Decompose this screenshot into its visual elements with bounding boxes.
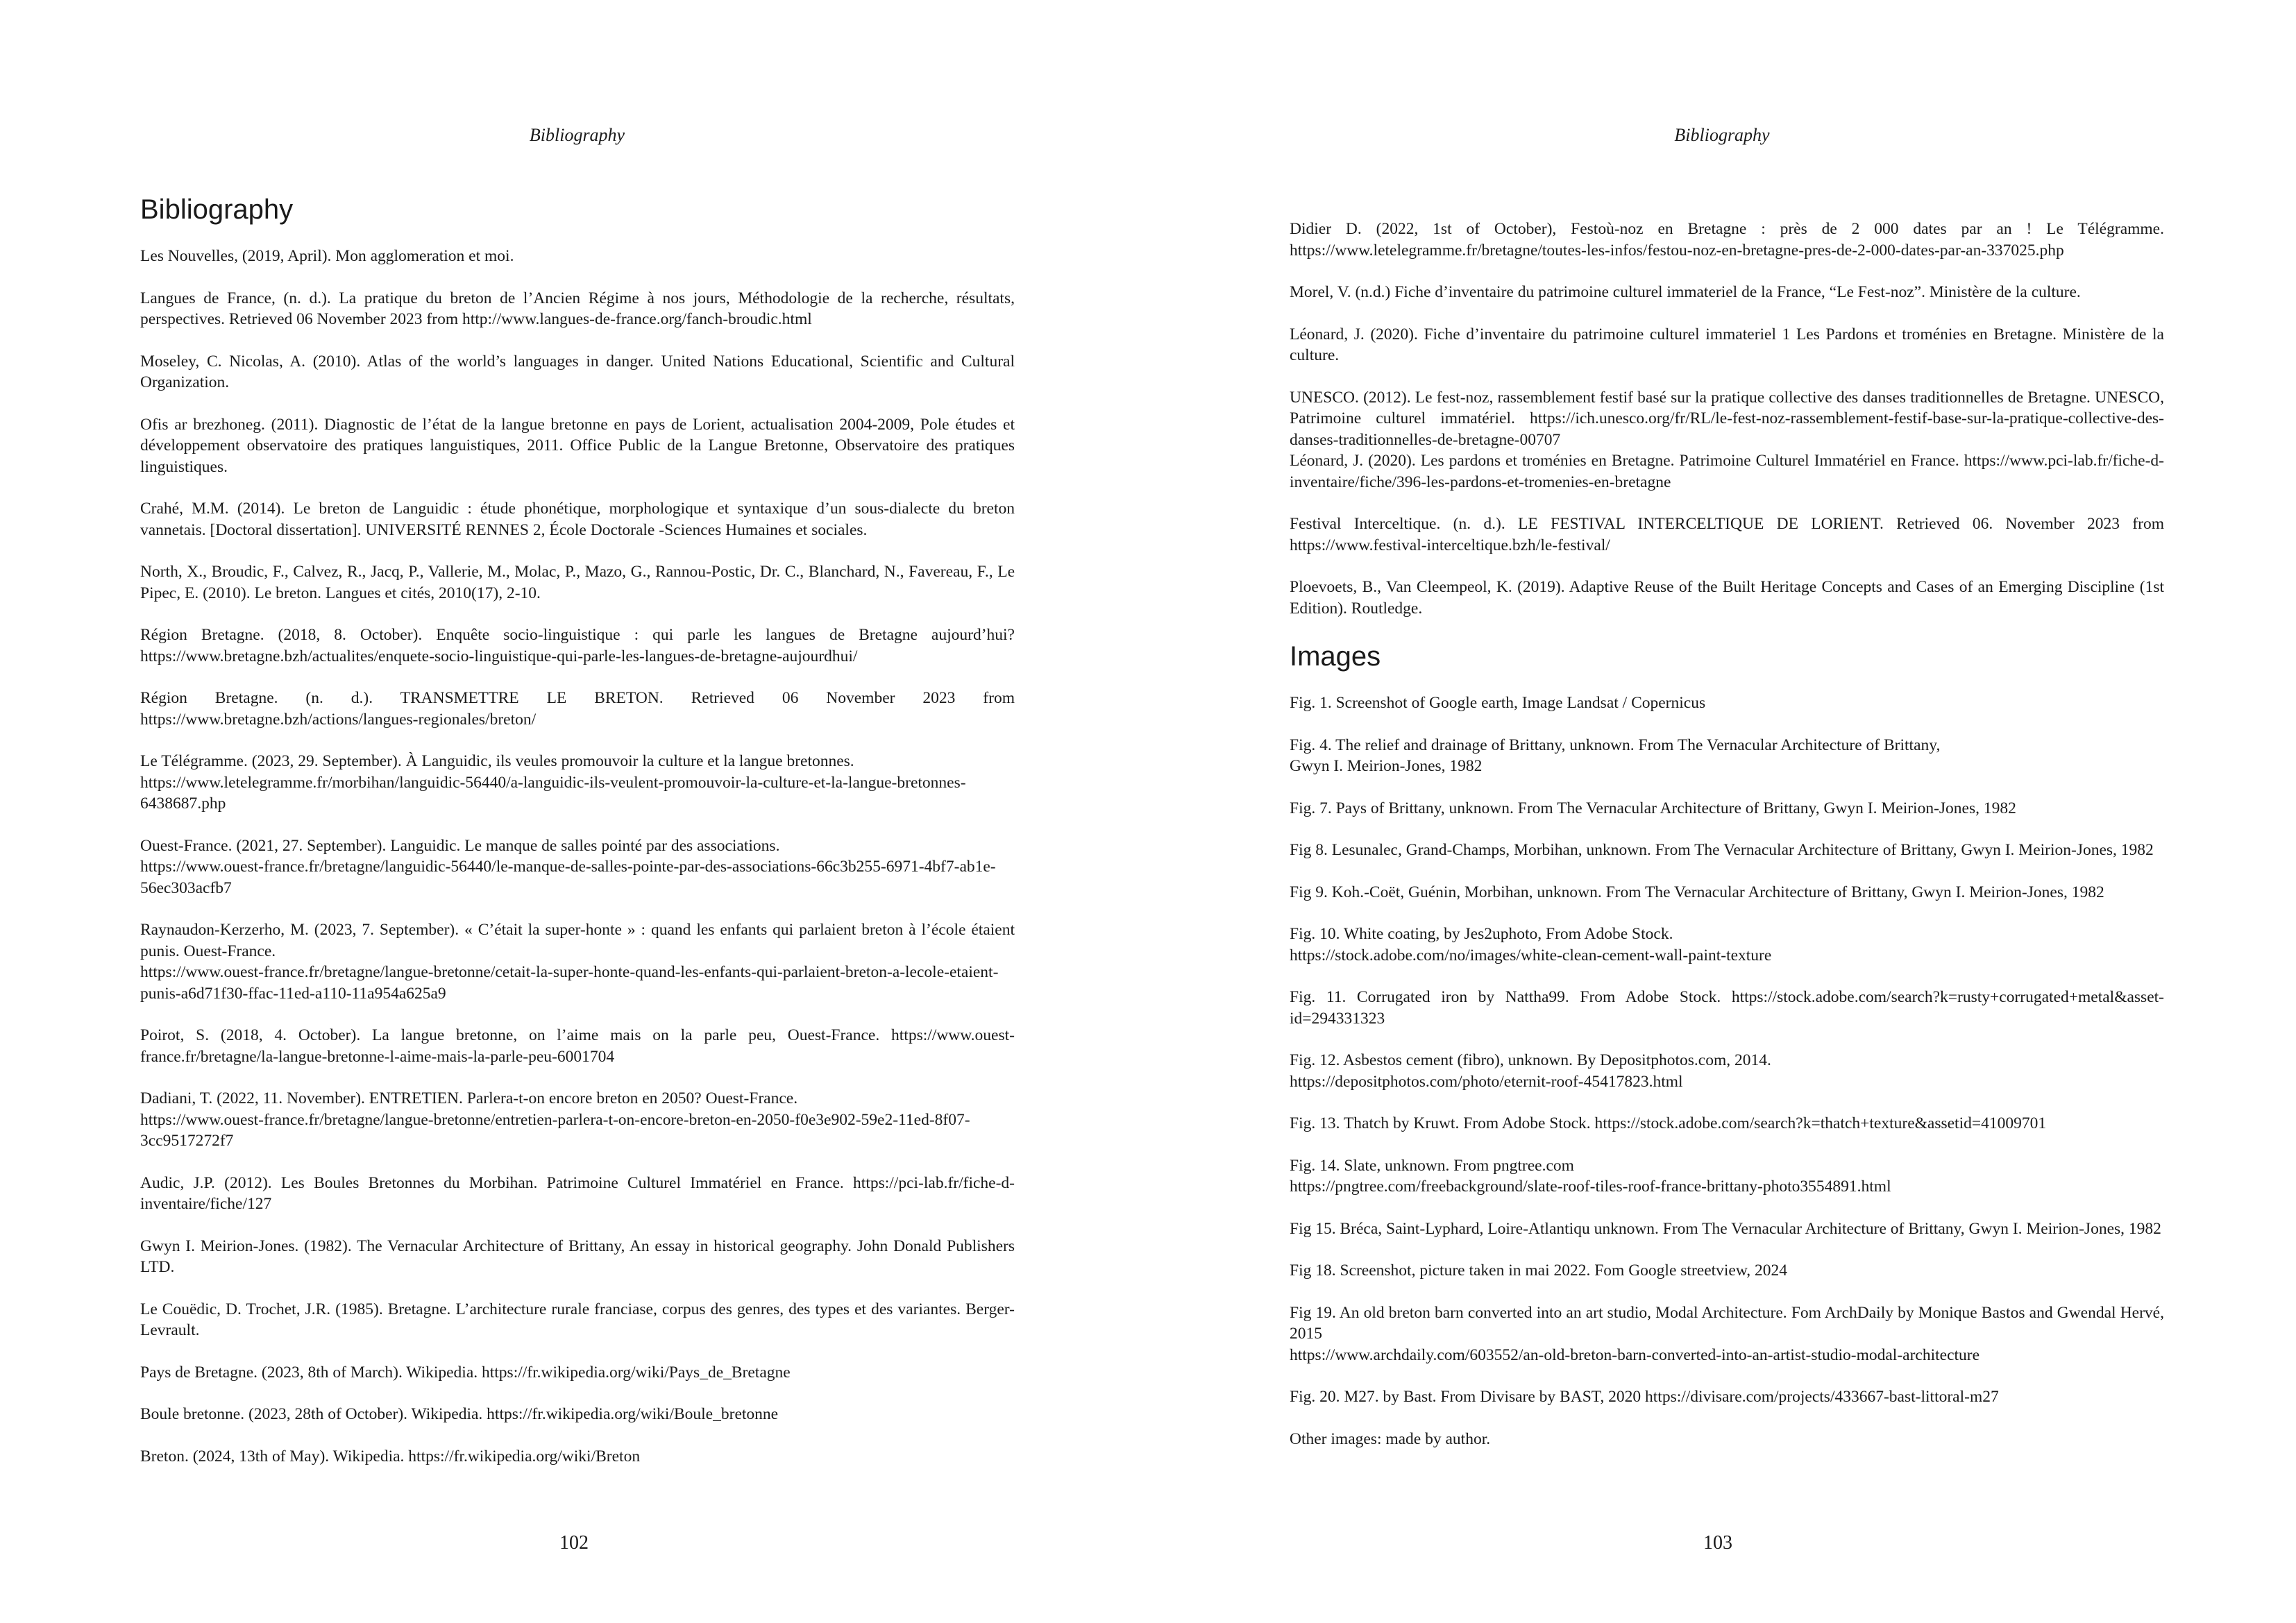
image-credit-entry-line: https://www.archdaily.com/603552/an-old-breton-barn-converted-into-an-artist-studio-modal-architecture (1290, 1345, 1980, 1364)
image-credit-entry (1290, 1218, 2164, 1240)
reference-entry (1290, 513, 2164, 556)
image-credit-entry-line: Fig. 7. Pays of Brittany, unknown. From The Vernacular Architecture of Brittany, Gwyn I. Meirion-Jones, 1982 (1290, 799, 2016, 817)
bibliography-heading: Bibliography (140, 194, 294, 225)
reference-entry (1290, 577, 2164, 619)
reference-entry-line: Les Nouvelles, (2019, April). Mon agglomeration et moi. (140, 247, 514, 265)
reference-entry-line: Audic, J.P. (2012). Les Boules Bretonnes du Morbihan. Patrimoine Culturel Immatériel en France. https://pci-lab.fr/fiche-d-inventaire/fiche/127 (140, 1173, 1015, 1213)
reference-list (1290, 219, 2164, 619)
reference-entry (140, 288, 1015, 330)
reference-entry (1290, 387, 2164, 493)
image-credit-entry-line: Fig. 11. Corrugated iron by Nattha99. From Adobe Stock. https://stock.adobe.com/search?k=rusty+corrugated+metal&asset-id=294331323 (1290, 988, 2164, 1028)
image-credit-entry-line: Fig. 12. Asbestos cement (fibro), unknown. By Depositphotos.com, 2014. (1290, 1051, 1771, 1069)
reference-entry-line: Langues de France, (n. d.). La pratique du breton de l’Ancien Régime à nos jours, Méthodologie de la recherche, résultats, perspectives. Retrieved 06 November 2023 from http://www.langues-de-france.org/fanch-broudic.html (140, 289, 1015, 328)
reference-entry (140, 561, 1015, 604)
reference-entry (140, 624, 1015, 667)
reference-entry-line: https://www.ouest-france.fr/bretagne/langue-bretonne/entretien-parlera-t-on-encore-breton-en-2050-f0e3e902-59e2-11ed-8f07-3cc9517272f7 (140, 1110, 970, 1150)
running-head: Bibliography (1674, 125, 1770, 145)
reference-entry (140, 1362, 1015, 1384)
reference-entry (140, 414, 1015, 478)
reference-entry (140, 688, 1015, 730)
reference-entry-line: Le Télégramme. (2023, 29. September). À Languidic, ils veules promouvoir la culture et la langue bretonnes. (140, 752, 854, 770)
reference-entry-line: https://www.letelegramme.fr/morbihan/languidic-56440/a-languidic-ils-veulent-promouvoir-la-culture-et-la-langue-bretonnes-6438687.php (140, 773, 966, 813)
image-credit-entry (1290, 735, 2164, 777)
image-credit-list (1290, 692, 2164, 1450)
reference-entry-line: https://www.ouest-france.fr/bretagne/languidic-56440/le-manque-de-salles-pointe-par-des-associations-66c3b255-6971-4bf7-ab1e-56ec303acfb7 (140, 858, 996, 897)
reference-entry-line: UNESCO. (2012). Le fest-noz, rassemblement festif basé sur la pratique collective des danses traditionnelles de Bretagne. UNESCO, Patrimoine culturel immatériel. https://ich.unesco.org/fr/RL/le-fest-noz-rassemblement-festif-base-sur-la-pratique-collective-des-danses-traditionnelles-de-bretagne-00707 (1290, 388, 2164, 449)
reference-entry-line: Région Bretagne. (2018, 8. October). Enquête socio-linguistique : qui parle les langues de Bretagne aujourd’hui? https://www.bretagne.bzh/actualites/enquete-socio-linguistique-qui-parle-les-langues-de-bretagne-aujourdhui/ (140, 626, 1015, 665)
image-credit-entry-line: Fig 18. Screenshot, picture taken in mai 2022. Fom Google streetview, 2024 (1290, 1261, 1788, 1280)
image-credit-entry (1290, 1302, 2164, 1366)
reference-entry (140, 1173, 1015, 1215)
reference-entry-line: Raynaudon-Kerzerho, M. (2023, 7. September). « C’était la super-honte » : quand les enfants qui parlaient breton à l’école étaient punis. Ouest-France. (140, 921, 1015, 960)
image-credit-entry-line: Fig 9. Koh.-Coët, Guénin, Morbihan, unknown. From The Vernacular Architecture of Brittany, Gwyn I. Meirion-Jones, 1982 (1290, 883, 2104, 901)
image-credit-entry (1290, 840, 2164, 861)
image-credit-entry-line: Other images: made by author. (1290, 1429, 1491, 1448)
reference-entry-line: Léonard, J. (2020). Fiche d’inventaire du patrimoine culturel immateriel 1 Les Pardons et troménies en Bretagne. Ministère de la culture. (1290, 325, 2164, 364)
reference-entry-line: Moseley, C. Nicolas, A. (2010). Atlas of the world’s languages in danger. United Nations Educational, Scientific and Cultural Organization. (140, 352, 1015, 391)
image-credit-entry (1290, 1155, 2164, 1198)
reference-entry-line: Boule bretonne. (2023, 28th of October). Wikipedia. https://fr.wikipedia.org/wiki/Boule_bretonne (140, 1405, 779, 1423)
reference-entry (140, 1299, 1015, 1341)
reference-entry-line: Pays de Bretagne. (2023, 8th of March). Wikipedia. https://fr.wikipedia.org/wiki/Pays_de_Bretagne (140, 1363, 791, 1382)
reference-entry-line: Gwyn I. Meirion-Jones. (1982). The Vernacular Architecture of Brittany, An essay in historical geography. John Donald Publishers LTD. (140, 1237, 1015, 1276)
image-credit-entry (1290, 1260, 2164, 1282)
reference-entry-line: Ploevoets, B., Van Cleempeol, K. (2019). Adaptive Reuse of the Built Heritage Concepts and Cases of an Emerging Discipline (1st Edition). Routledge. (1290, 578, 2164, 618)
image-credit-entry (1290, 798, 2164, 819)
image-credit-entry (1290, 882, 2164, 903)
reference-entry-line: Didier D. (2022, 1st of October), Festoù-noz en Bretagne : près de 2 000 dates par an ! Le Télégramme. https://www.letelegramme.fr/bretagne/toutes-les-infos/festou-noz-en-bretagne-pres-de-2-000-dates-par-an-337025.php (1290, 220, 2164, 260)
reference-entry-line: Poirot, S. (2018, 4. October). La langue bretonne, on l’aime mais on la parle peu, Ouest-France. https://www.ouest-france.fr/bretagne/la-langue-bretonne-l-aime-mais-la-parle-peu-6001704 (140, 1026, 1015, 1066)
image-credit-entry (1290, 692, 2164, 714)
reference-entry (140, 919, 1015, 1004)
reference-entry (140, 1446, 1015, 1468)
bibliography-column-continued (1290, 219, 2164, 1470)
images-heading: Images (1290, 641, 1381, 672)
running-head: Bibliography (529, 125, 625, 145)
reference-entry-line: Festival Interceltique. (n. d.). LE FESTIVAL INTERCELTIQUE DE LORIENT. Retrieved 06. November 2023 from https://www.festival-interceltique.bzh/le-festival/ (1290, 515, 2164, 554)
image-credit-entry (1290, 1050, 2164, 1092)
image-credit-entry-line: Fig. 20. M27. by Bast. From Divisare by BAST, 2020 https://divisare.com/projects/433667-bast-littoral-m27 (1290, 1388, 1999, 1406)
reference-entry-line: North, X., Broudic, F., Calvez, R., Jacq, P., Vallerie, M., Molac, P., Mazo, G., Rannou-Postic, Dr. C., Blanchard, N., Favereau, F., Le Pipec, E. (2010). Le breton. Langues et cités, 2010(17), 2-10. (140, 563, 1015, 602)
image-credit-entry-line: Fig. 13. Thatch by Kruwt. From Adobe Stock. https://stock.adobe.com/search?k=thatch+texture&assetid=41009701 (1290, 1114, 2047, 1132)
reference-entry (140, 351, 1015, 393)
reference-entry (140, 1088, 1015, 1152)
reference-entry (140, 1025, 1015, 1067)
image-credit-entry (1290, 924, 2164, 966)
reference-entry-line: https://www.ouest-france.fr/bretagne/langue-bretonne/cetait-la-super-honte-quand-les-enfants-qui-parlaient-breton-a-lecole-etaient-punis-a6d71f30-ffac-11ed-a110-11a954a625a9 (140, 963, 999, 1003)
page-number: 102 (559, 1532, 589, 1554)
image-credit-entry-line: Fig. 4. The relief and drainage of Brittany, unknown. From The Vernacular Architecture of Brittany, (1290, 736, 1941, 754)
image-credit-entry (1290, 987, 2164, 1029)
reference-entry (140, 246, 1015, 267)
image-credit-entry-line: https://stock.adobe.com/no/images/white-clean-cement-wall-paint-texture (1290, 946, 1772, 965)
reference-entry-line: Ouest-France. (2021, 27. September). Languidic. Le manque de salles pointé par des associations. (140, 836, 780, 855)
reference-entry (1290, 282, 2164, 303)
reference-entry-line: Ofis ar brezhoneg. (2011). Diagnostic de l’état de la langue bretonne en pays de Lorient, actualisation 2004-2009, Pole études et développement observatoire des pratiques languistiques, 2011. Office Public de la Langue Bretonne, Observatoire des pratiques linguistiques. (140, 415, 1015, 476)
reference-entry (140, 835, 1015, 899)
image-credit-entry (1290, 1429, 2164, 1450)
image-credit-entry-line: Fig 19. An old breton barn converted into an art studio, Modal Architecture. Fom ArchDaily by Monique Bastos and Gwendal Hervé, 2015 (1290, 1303, 2164, 1343)
image-credit-entry-line: Fig 15. Bréca, Saint-Lyphard, Loire-Atlantiqu unknown. From The Vernacular Architecture of Brittany, Gwyn I. Meirion-Jones, 1982 (1290, 1219, 2161, 1238)
image-credit-entry-line: Fig. 10. White coating, by Jes2uphoto, From Adobe Stock. (1290, 925, 1673, 943)
reference-entry (140, 1404, 1015, 1425)
image-credit-entry-line: Fig 8. Lesunalec, Grand-Champs, Morbihan, unknown. From The Vernacular Architecture of Brittany, Gwyn I. Meirion-Jones, 1982 (1290, 841, 2154, 859)
reference-entry-line: Crahé, M.M. (2014). Le breton de Languidic : étude phonétique, morphologique et syntaxique d’un sous-dialecte du breton vannetais. [Doctoral dissertation]. UNIVERSITÉ RENNES 2, École Doctorale -Sciences Humaines et sociales. (140, 500, 1015, 539)
reference-entry-line: Région Bretagne. (n. d.). TRANSMETTRE LE BRETON. Retrieved 06 November 2023 from https://www.bretagne.bzh/actions/langues-regionales/breton/ (140, 689, 1015, 729)
right-page (1148, 0, 2296, 1623)
reference-entry (140, 1236, 1015, 1278)
reference-entry-line: Dadiani, T. (2022, 11. November). ENTRETIEN. Parlera-t-on encore breton en 2050? Ouest-France. (140, 1089, 798, 1107)
image-credit-entry-line: https://depositphotos.com/photo/eternit-roof-45417823.html (1290, 1072, 1683, 1091)
image-credit-entry-line: Gwyn I. Meirion-Jones, 1982 (1290, 757, 1483, 775)
reference-list (140, 246, 1015, 1467)
reference-entry-line: Le Couëdic, D. Trochet, J.R. (1985). Bretagne. L’architecture rurale franciase, corpus des genres, des types et des variantes. Berger-Levrault. (140, 1300, 1015, 1339)
bibliography-column (140, 193, 1015, 1488)
image-credit-entry-line: Fig. 14. Slate, unknown. From pngtree.com (1290, 1156, 1574, 1175)
image-credit-entry (1290, 1386, 2164, 1408)
reference-entry (1290, 324, 2164, 366)
reference-entry-line: Morel, V. (n.d.) Fiche d’inventaire du patrimoine culturel immateriel de la France, “Le Fest-noz”. Ministère de la culture. (1290, 283, 2081, 301)
reference-entry (140, 498, 1015, 541)
page-number: 103 (1703, 1532, 1732, 1554)
reference-entry (1290, 219, 2164, 261)
image-credit-entry-line: https://pngtree.com/freebackground/slate-roof-tiles-roof-france-brittany-photo3554891.html (1290, 1178, 1891, 1196)
reference-entry-line: Breton. (2024, 13th of May). Wikipedia. https://fr.wikipedia.org/wiki/Breton (140, 1447, 641, 1465)
reference-entry-line: Léonard, J. (2020). Les pardons et troménies en Bretagne. Patrimoine Culturel Immatériel en France. https://www.pci-lab.fr/fiche-d-inventaire/fiche/396-les-pardons-et-tromenies-en-bretagne (1290, 452, 2164, 491)
image-credit-entry-line: Fig. 1. Screenshot of Google earth, Image Landsat / Copernicus (1290, 694, 1706, 712)
image-credit-entry (1290, 1113, 2164, 1135)
reference-entry (140, 751, 1015, 815)
